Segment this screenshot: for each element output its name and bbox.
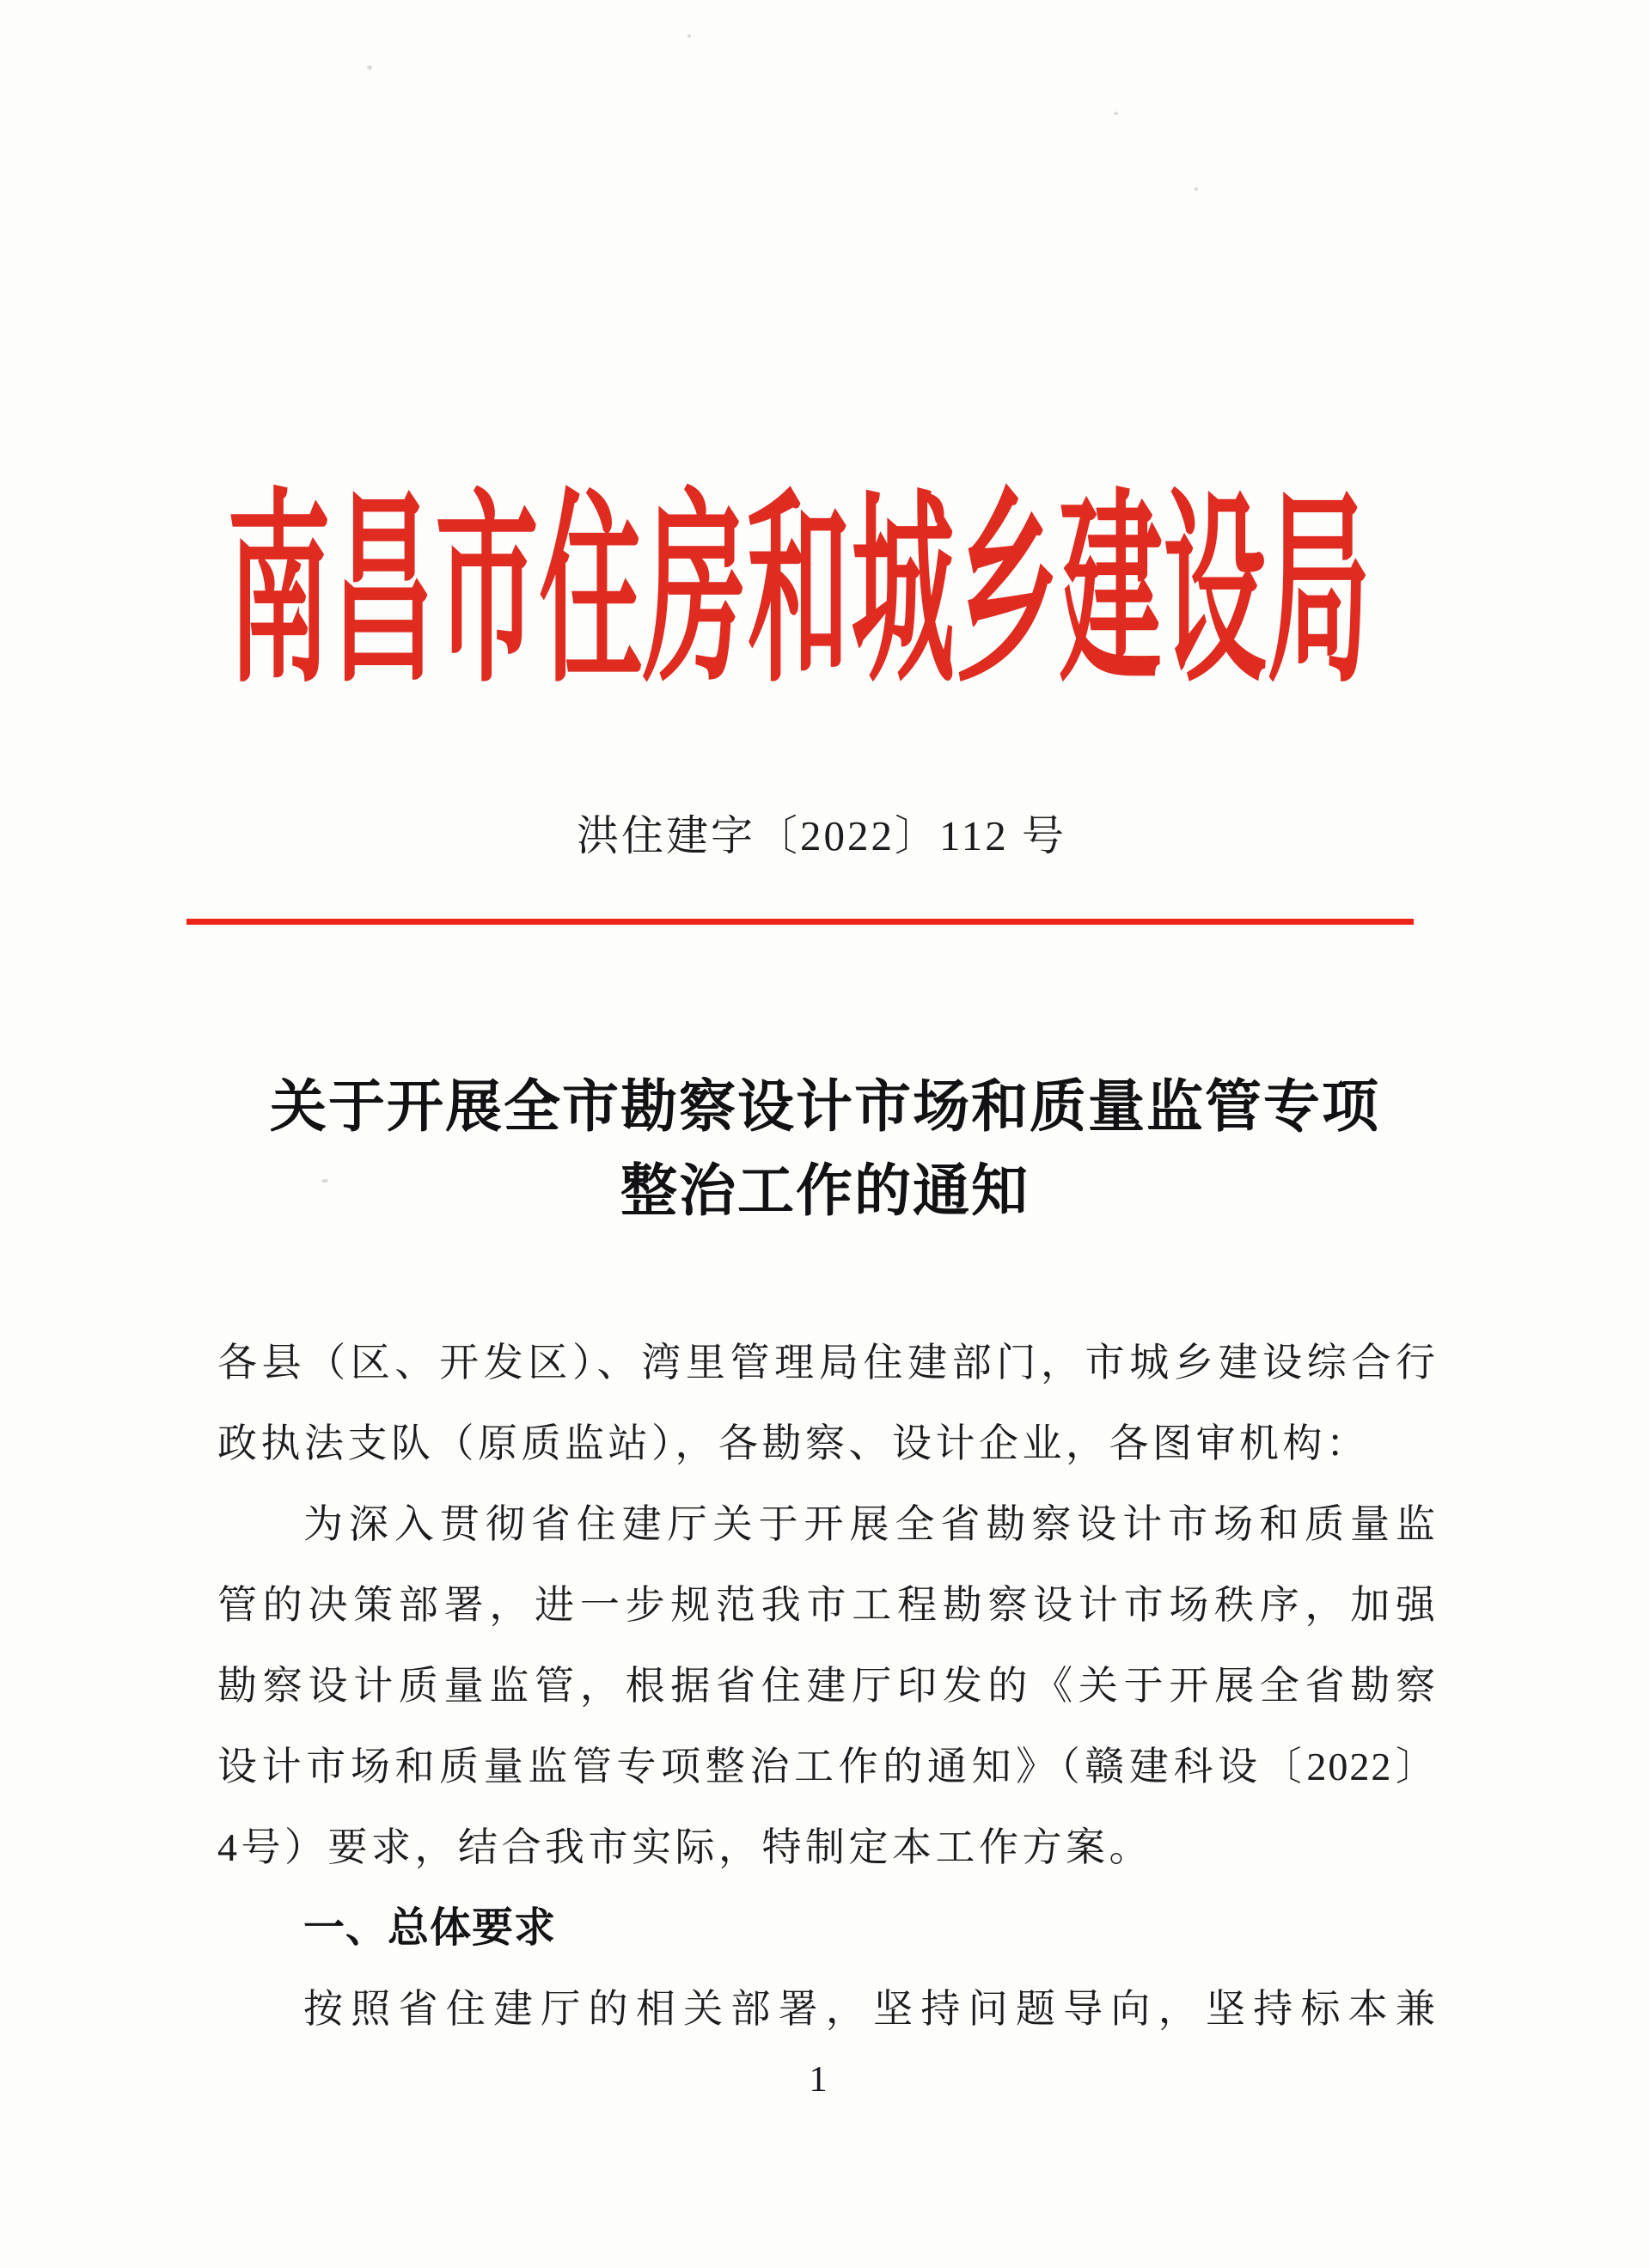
body-line: 各县（区、开发区）、湾里管理局住建部门，市城乡建设综合行 — [217, 1341, 1437, 1385]
scan-speck — [367, 65, 372, 70]
scan-speck — [1195, 187, 1198, 191]
body-line: 政执法支队（原质监站），各勘察、设计企业，各图审机构： — [217, 1421, 1370, 1465]
body-line: 4号）要求，结合我市实际，特制定本工作方案。 — [217, 1825, 1152, 1869]
scan-speck — [1114, 112, 1118, 115]
body-line: 设计市场和质量监管专项整治工作的通知》（赣建科设〔2022〕 — [217, 1745, 1437, 1788]
notice-title-line2: 整治工作的通知 — [620, 1160, 1030, 1223]
agency-masthead: 南昌市住房和城乡建设局 — [227, 478, 1372, 706]
document-number: 洪住建字〔2022〕112 号 — [577, 812, 1066, 859]
body-line: 勘察设计质量监管，根据省住建厅印发的《关于开展全省勘察 — [217, 1664, 1437, 1708]
body-line: 管的决策部署，进一步规范我市工程勘察设计市场秩序，加强 — [217, 1583, 1437, 1627]
scan-speck — [321, 1179, 328, 1183]
scan-speck — [688, 34, 691, 38]
body-line: 为深入贯彻省住建厅关于开展全省勘察设计市场和质量监 — [303, 1502, 1437, 1546]
body-line: 按照省住建厅的相关部署，坚持问题导向，坚持标本兼 — [303, 1987, 1437, 2031]
section-heading: 一、总体要求 — [303, 1905, 557, 1951]
notice-title — [215, 1066, 1435, 1234]
body-text — [217, 1323, 1437, 2050]
red-separator-rule — [186, 919, 1414, 925]
notice-title-line1: 关于开展全市勘察设计市场和质量监管专项 — [270, 1076, 1380, 1139]
page-number: 1 — [809, 2060, 828, 2100]
